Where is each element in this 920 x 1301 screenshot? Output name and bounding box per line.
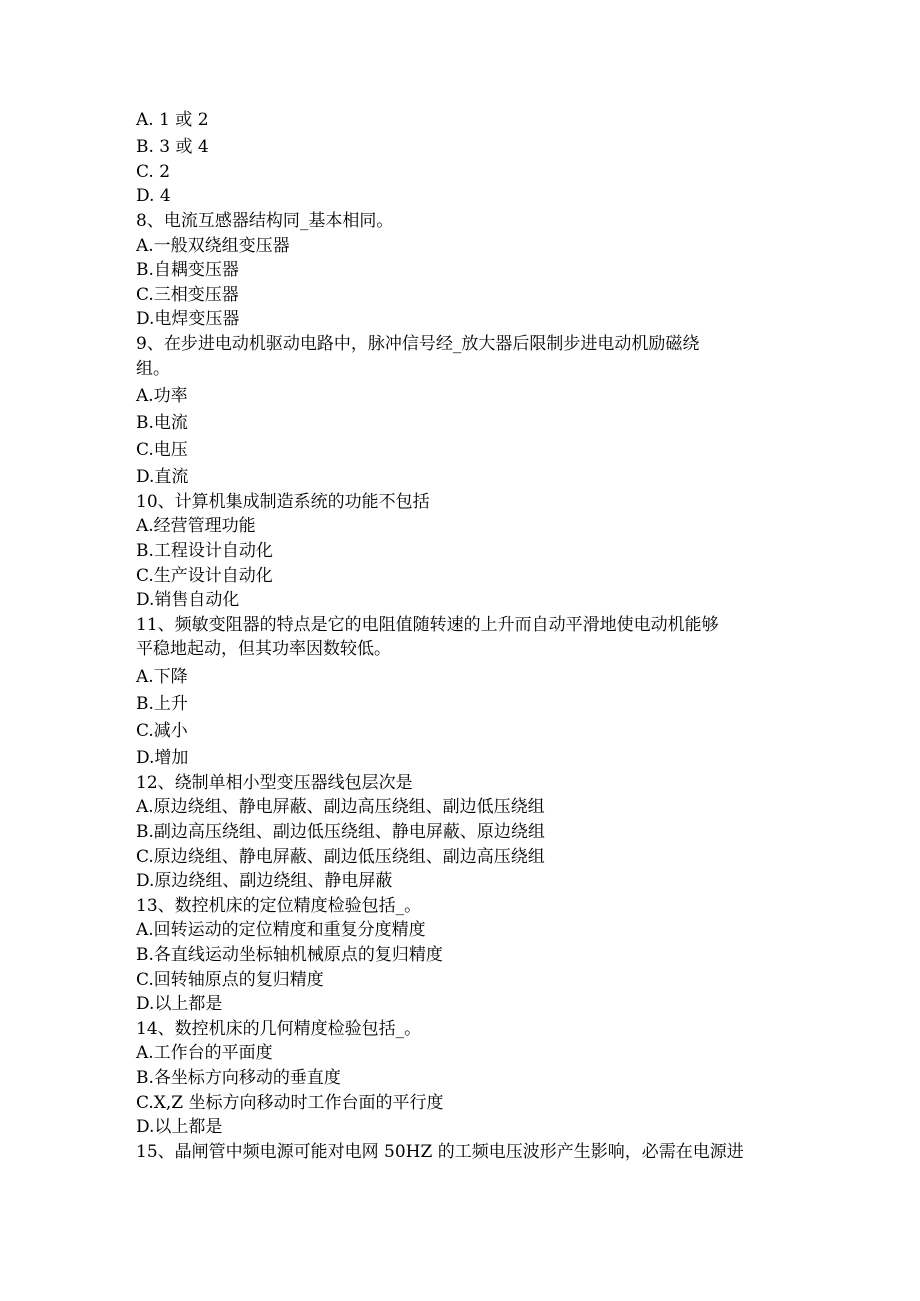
q8-option-c: C.三相变压器 bbox=[136, 284, 239, 305]
question-9: 9、在步进电动机驱动电路中，脉冲信号经_放大器后限制步进电动机励磁绕 bbox=[136, 333, 700, 354]
q13-option-b: B.各直线运动坐标轴机械原点的复归精度 bbox=[136, 944, 443, 965]
q8-option-d: D.电焊变压器 bbox=[136, 309, 240, 330]
q9-option-a: A.功率 bbox=[136, 385, 188, 406]
q14-option-c: C.X,Z 坐标方向移动时工作台面的平行度 bbox=[136, 1092, 444, 1113]
q11-option-b: B.上升 bbox=[136, 693, 188, 714]
q8-option-b: B.自耦变压器 bbox=[136, 260, 239, 281]
q9-option-c: C.电压 bbox=[136, 440, 188, 461]
q10-option-a: A.经营管理功能 bbox=[136, 516, 256, 537]
question-10: 10、计算机集成制造系统的功能不包括 bbox=[136, 491, 430, 512]
question-9-continued: 组。 bbox=[136, 358, 170, 379]
q10-option-b: B.工程设计自动化 bbox=[136, 541, 273, 562]
q8-option-a: A.一般双绕组变压器 bbox=[136, 235, 290, 256]
q10-option-c: C.生产设计自动化 bbox=[136, 565, 273, 586]
document-page bbox=[136, 108, 796, 1164]
question-14: 14、数控机床的几何精度检验包括_。 bbox=[136, 1018, 422, 1039]
q13-option-a: A.回转运动的定位精度和重复分度精度 bbox=[136, 920, 426, 941]
q13-option-d: D.以上都是 bbox=[136, 994, 223, 1015]
question-11: 11、频敏变阻器的特点是它的电阻值随转速的上升而自动平滑地使电动机能够 bbox=[136, 614, 719, 635]
q12-option-a: A.原边绕组、静电屏蔽、副边高压绕组、副边低压绕组 bbox=[136, 797, 545, 818]
question-11-continued: 平稳地起动，但其功率因数较低。 bbox=[136, 639, 391, 660]
q12-option-b: B.副边高压绕组、副边低压绕组、静电屏蔽、原边绕组 bbox=[136, 821, 545, 842]
question-8: 8、电流互感器结构同_基本相同。 bbox=[136, 210, 394, 231]
q9-option-b: B.电流 bbox=[136, 412, 188, 433]
question-13: 13、数控机床的定位精度检验包括_。 bbox=[136, 895, 422, 916]
q11-option-d: D.增加 bbox=[136, 748, 189, 769]
option-d: D. 4 bbox=[136, 186, 171, 207]
q11-option-c: C.减小 bbox=[136, 721, 188, 741]
question-12: 12、绕制单相小型变压器线包层次是 bbox=[136, 772, 413, 793]
q14-option-b: B.各坐标方向移动的垂直度 bbox=[136, 1067, 341, 1088]
q13-option-c: C.回转轴原点的复归精度 bbox=[136, 969, 324, 990]
q12-option-c: C.原边绕组、静电屏蔽、副边低压绕组、副边高压绕组 bbox=[136, 846, 545, 867]
q9-option-d: D.直流 bbox=[136, 467, 189, 488]
q14-option-a: A.工作台的平面度 bbox=[136, 1043, 273, 1064]
q12-option-d: D.原边绕组、副边绕组、静电屏蔽 bbox=[136, 871, 393, 892]
q14-option-d: D.以上都是 bbox=[136, 1117, 223, 1138]
question-15: 15、晶闸管中频电源可能对电网 50HZ 的工频电压波形产生影响，必需在电源进 bbox=[136, 1141, 744, 1162]
option-c: C. 2 bbox=[136, 161, 171, 182]
q11-option-a: A.下降 bbox=[136, 666, 188, 687]
option-b: B. 3 或 4 bbox=[136, 137, 209, 158]
option-a: A. 1 或 2 bbox=[136, 110, 209, 130]
q10-option-d: D.销售自动化 bbox=[136, 590, 240, 611]
